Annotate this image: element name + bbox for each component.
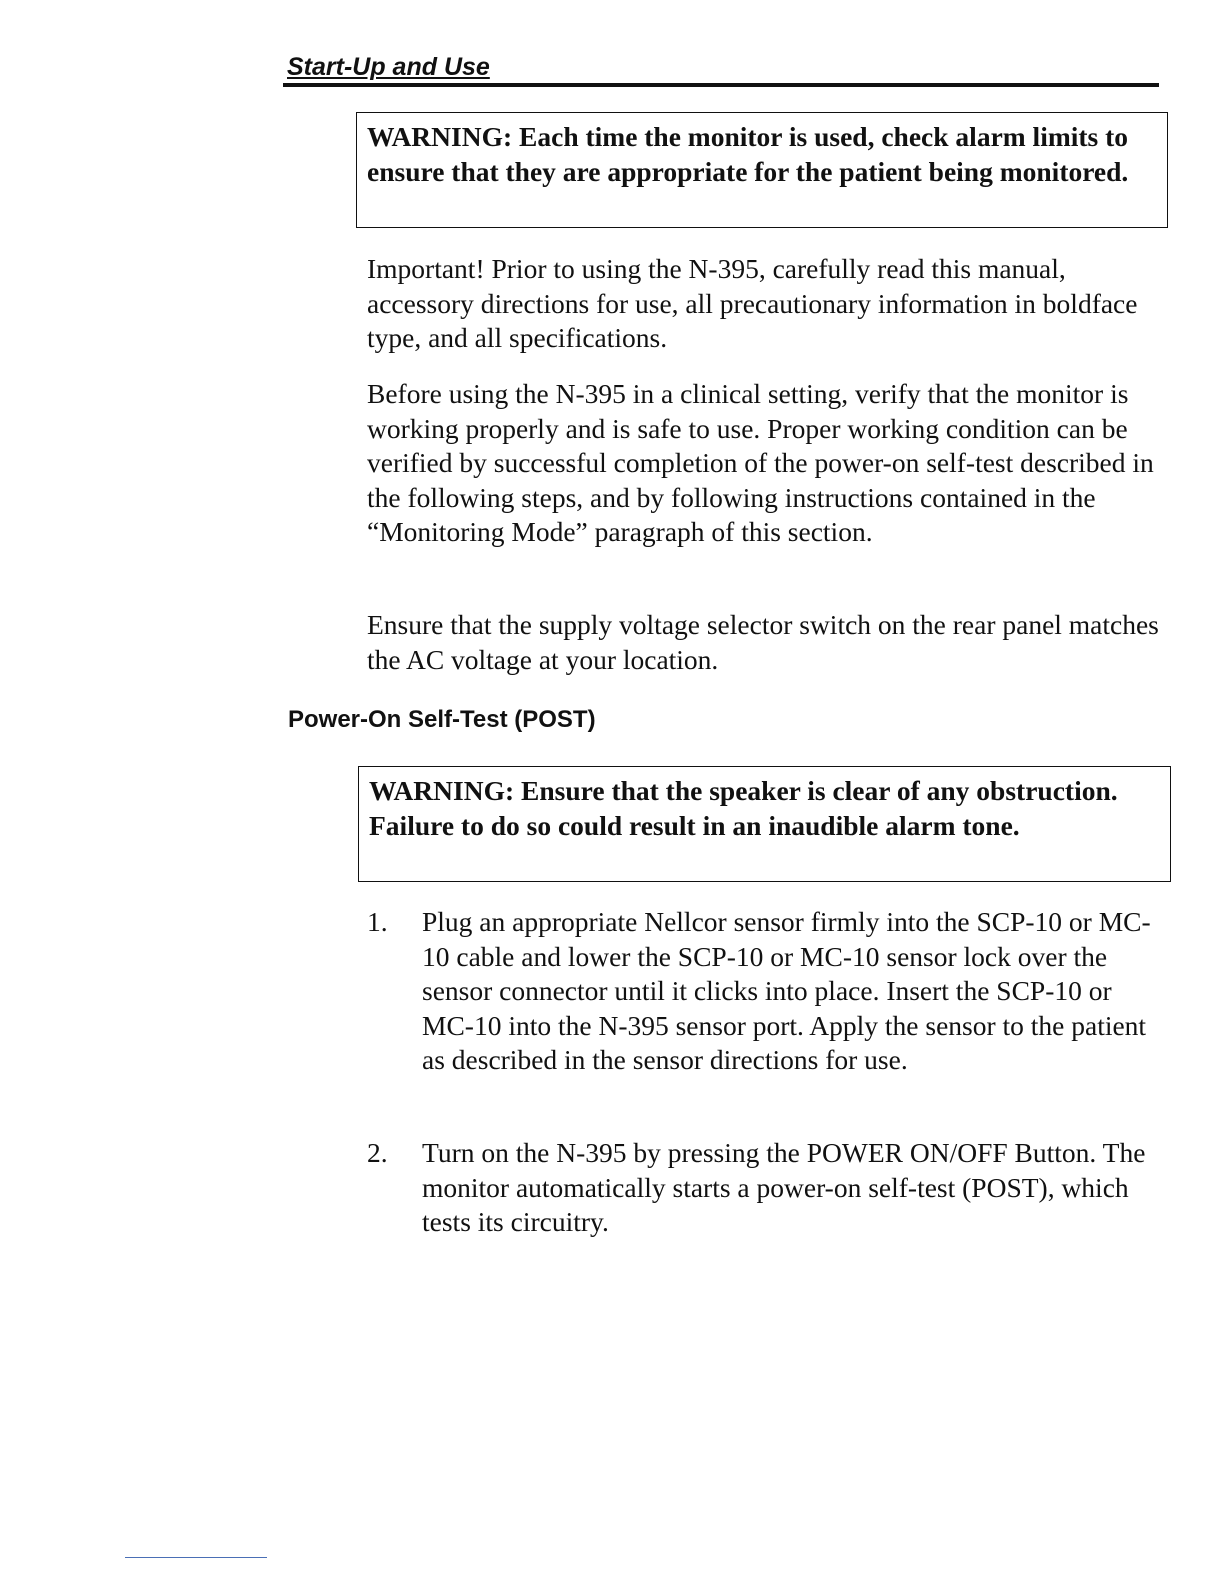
step-number: 1.: [367, 906, 388, 937]
warning-box-alarm-limits: [356, 112, 1168, 228]
step-text: Turn on the N-395 by pressing the POWER ON/OFF Button. The monitor automatically starts a power-on self-test (POST), which tests its circuitry.: [422, 1137, 1146, 1237]
step-number: 2.: [367, 1137, 388, 1168]
paragraph-important: Important! Prior to using the N-395, carefully read this manual, accessory directions for use, all precautionary information in boldface type, and all specifications.: [367, 253, 1138, 353]
section-heading-post: Power-On Self-Test (POST): [288, 706, 596, 733]
page-header-title: Start-Up and Use: [287, 53, 490, 81]
warning-text: WARNING: Ensure that the speaker is clear of any obstruction. Failure to do so could result in an inaudible alarm tone.: [369, 775, 1118, 841]
paragraph-supply-voltage: Ensure that the supply voltage selector switch on the rear panel matches the AC voltage at your location.: [367, 609, 1159, 675]
footer-rule: [125, 1557, 267, 1558]
warning-box-speaker: [358, 766, 1171, 882]
paragraph-verify-working: Before using the N-395 in a clinical setting, verify that the monitor is working properly and is safe to use. Proper working condition can be verified by successful completion of the power-on self-test described in the following steps, and by following instructions contained in the “Monitoring Mode” paragraph of this section.: [367, 378, 1154, 547]
header-rule: [283, 83, 1159, 87]
warning-text: WARNING: Each time the monitor is used, check alarm limits to ensure that they are appropriate for the patient being monitored.: [367, 121, 1129, 187]
step-text: Plug an appropriate Nellcor sensor firmly into the SCP-10 or MC-10 cable and lower the SCP-10 or MC-10 sensor lock over the sensor connector until it clicks into place. Insert the SCP-10 or MC-10 into the N-395 sensor port. Apply the sensor to the patient as described in the sensor directions for use.: [422, 906, 1151, 1075]
